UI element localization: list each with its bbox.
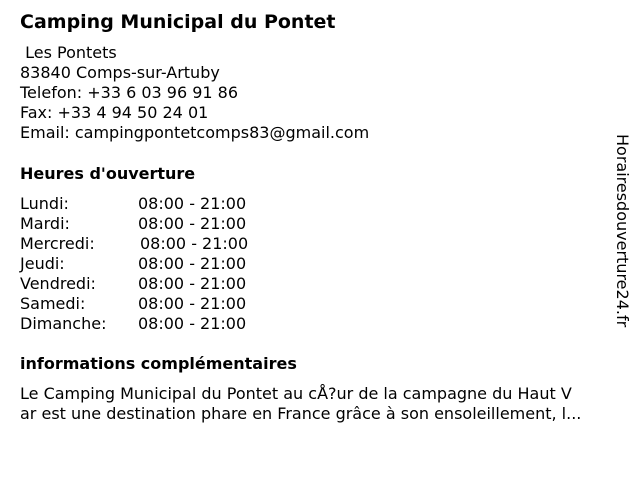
watermark-text: Horairesdouverture24.fr	[613, 134, 632, 328]
hours-row-monday	[20, 194, 280, 214]
hours-day: Mercredi:	[20, 234, 95, 253]
hours-day: Vendredi:	[20, 274, 96, 293]
hours-time: 08:00 - 21:00	[138, 194, 247, 213]
page-title: Camping Municipal du Pontet	[20, 11, 336, 33]
hours-day: Jeudi:	[20, 254, 65, 273]
hours-row-saturday	[20, 294, 280, 314]
hours-day: Dimanche:	[20, 314, 107, 333]
site-watermark	[612, 134, 634, 344]
hours-time: 08:00 - 21:00	[140, 234, 249, 253]
hours-time: 08:00 - 21:00	[138, 214, 247, 233]
hours-row-thursday	[20, 254, 280, 274]
address-street: Les Pontets	[20, 43, 117, 62]
hours-day: Lundi:	[20, 194, 69, 213]
fax-line: Fax: +33 4 94 50 24 01	[20, 103, 209, 122]
email-line[interactable]: Email: campingpontetcomps83@gmail.com	[20, 123, 370, 142]
opening-hours-heading: Heures d'ouverture	[20, 164, 196, 183]
hours-day: Mardi:	[20, 214, 70, 233]
hours-time: 08:00 - 21:00	[138, 314, 247, 333]
hours-row-wednesday	[20, 234, 280, 254]
description-line: ar est une destination phare en France grâce à son ensoleillement, l...	[20, 404, 582, 423]
hours-row-friday	[20, 274, 280, 294]
address-city: 83840 Comps-sur-Artuby	[20, 63, 220, 82]
hours-time: 08:00 - 21:00	[138, 254, 247, 273]
phone-line[interactable]: Telefon: +33 6 03 96 91 86	[20, 83, 239, 102]
address-block	[20, 43, 369, 143]
description-line: Le Camping Municipal du Pontet au cÅ?ur de la campagne du Haut V	[20, 384, 572, 403]
hours-time: 08:00 - 21:00	[138, 294, 247, 313]
hours-day: Samedi:	[20, 294, 86, 313]
hours-time: 08:00 - 21:00	[138, 274, 247, 293]
additional-info-heading: informations complémentaires	[20, 354, 297, 373]
opening-hours-table	[20, 194, 280, 334]
description-text	[20, 384, 632, 424]
hours-row-sunday	[20, 314, 280, 334]
hours-row-tuesday	[20, 214, 280, 234]
